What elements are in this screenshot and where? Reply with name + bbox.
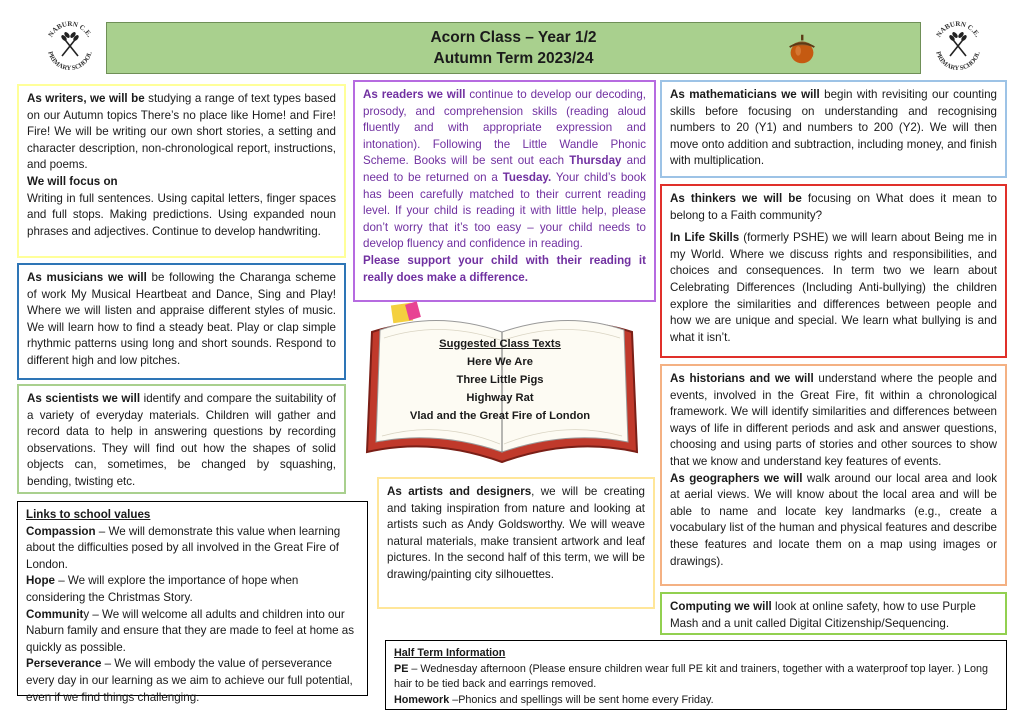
artists-lead: As artists and designers [387, 485, 532, 498]
artists-text: , we will be creating and taking inspiration from nature and looking at artists such as Andy Goldsworthy. We will weave natural materials, make transient artwork and leaf pictures. In the second half of this term, we will be drawing/painting city silhouettes. [387, 485, 646, 581]
geographers-lead: As geographers we will [670, 471, 803, 485]
scientists-lead: As scientists we will [27, 392, 141, 405]
logo-arc-top: NABURN C.E. [934, 19, 982, 39]
historians-lead: As historians and we will [670, 372, 814, 385]
suggested-texts-heading: Suggested Class Texts [439, 338, 561, 350]
value-item: Hope – We will explore the importance of hope when considering the Christmas Story. [26, 574, 299, 604]
school-values-box [17, 501, 368, 704]
readers-text1: continue to develop our decoding, prosody, and comprehension skills (reading aloud fluently and with appropriate expression and intonation). Following the Little Wandle Phonic Scheme. Books will be sent out each [363, 88, 646, 168]
artists-box [377, 477, 655, 609]
readers-support: Please support your child with their reading it really does make a difference. [363, 253, 646, 284]
suggested-texts [390, 335, 610, 425]
maths-lead: As mathematicians we will [670, 88, 820, 101]
writers-focus-text: Writing in full sentences. Using capital letters, finger spaces and full stops. Making predictions. Using expanded noun phrases and adjectives. Continue to develop handwriting. [27, 191, 336, 238]
readers-box [353, 80, 656, 302]
computing-text: look at online safety, how to use Purple Mash and a unit called Digital Citizenship/Sequencing. [670, 600, 976, 630]
suggested-text-item: Vlad and the Great Fire of London [409, 410, 591, 422]
acorn-icon [783, 30, 821, 68]
geographers-text: walk around our local area and look at aerial views. We will know about the local area and will be able to name and locate key landmarks (e.g., create a vocabulary list of the human and physical features and describe these features and locate them on a map using images or drawings). [670, 471, 997, 568]
half-term-box [385, 640, 1007, 710]
suggested-text-item: Highway Rat [466, 392, 534, 404]
computing-box [660, 592, 1007, 635]
computing-lead: Computing we will [670, 600, 772, 613]
value-item: Compassion – We will demonstrate this value when learning about the difficulties posed by all involved in the Great Fire of London. [26, 524, 341, 571]
musicians-lead: As musicians we will [27, 271, 147, 284]
suggested-text-item: Three Little Pigs [456, 374, 544, 386]
school-logo-right [928, 16, 988, 76]
homework-text: –Phonics and spellings will be sent home every Friday. [449, 693, 714, 706]
logo-arc-top: NABURN C.E. [46, 19, 94, 39]
lifeskills-text: (formerly PSHE) we will learn about Being me in my World. Where we discuss rights and responsibilities, and choices and consequences. In term two we learn about Celebrating Differences (Including Anti-bullying) the children explore the similarities and differences between people and how we are unique and special. We learn what bullying is and what it isn’t. [670, 231, 997, 344]
logo-arc-bottom: PRIMARY SCHOOL [46, 50, 94, 73]
readers-day1: Thursday [569, 154, 622, 168]
values-heading: Links to school values [26, 508, 151, 521]
writers-focus-heading: We will focus on [27, 174, 118, 188]
value-item: Community – We will welcome all adults and children into our Naburn family and ensure that they are made to feel at home as quickly as possible. [26, 607, 355, 654]
page-title: Acorn Class – Year 1/2 [430, 29, 597, 46]
suggested-text-item: Here We Are [467, 356, 533, 368]
lifeskills-lead: In Life Skills [670, 231, 740, 245]
thinkers-text: focusing on What does it mean to belong to a Faith community? [670, 192, 998, 222]
maths-text: begin with revisiting our counting skills before focusing on understanding and recognising numbers to 20 (Y1) and numbers to 200 (Y2). We will then move onto addition and subtraction, including money, and finish with multiplication. [670, 88, 997, 168]
thinkers-box [660, 184, 1007, 358]
historians-text: understand where the people and events, involved in the Great Fire, fit within a chronological framework. We will identify similarities and differences between ways of life in different periods and ask and answer questions, choosing and using parts of stories and other sources to show that we know and understand key features of events. [670, 372, 997, 468]
musicians-box [17, 263, 346, 380]
writers-lead: As writers, we will be [27, 92, 145, 105]
readers-lead: As readers we will [363, 88, 466, 101]
thinkers-lead: As thinkers we will be [670, 192, 802, 205]
value-item: Perseverance – We will embody the value of perseverance every day in our learning as we aim to achieve our full potential, even if we find things challenging. [26, 657, 353, 704]
historians-box [660, 364, 1007, 586]
half-term-heading: Half Term Information [394, 647, 506, 659]
svg-text:PRIMARY SCHOOL [934, 50, 981, 72]
maths-box [660, 80, 1007, 178]
logo-arc-bottom: PRIMARY SCHOOL [934, 50, 982, 73]
musicians-text: be following the Charanga scheme of work My Musical Heartbeat and Dance, Sing and Play! Where we will listen and appraise different styles of music. We will learn how to find a steady beat. Play or clap simple rhythmic patterns using long and short sounds. Respond to different high and low pitches. [27, 271, 337, 367]
pe-label: PE [394, 662, 409, 675]
readers-text3: Your child’s book has been carefully matched to their current reading level. If your child is reading it with little help, please don’t worry that it’s too easy – your child needs to develop fluency and confidence in reading. [363, 170, 646, 251]
page-subtitle: Autumn Term 2023/24 [433, 50, 594, 67]
svg-text:PRIMARY SCHOOL [46, 50, 93, 72]
pe-text: – Wednesday afternoon (Please ensure children wear full PE kit and trainers, together with a waterproof top layer. ) Long hair to be tied back and earrings removed. [394, 662, 988, 690]
scientists-box [17, 384, 346, 494]
readers-text2: and need to be returned on a [363, 154, 646, 184]
homework-label: Homework [394, 693, 450, 706]
svg-text:NABURN C.E. [47, 20, 94, 39]
writers-box [17, 84, 346, 258]
scientists-text: identify and compare the suitability of a variety of everyday materials. Children will gather and record data to help in answering questions by recording observations. They will find out how the shapes of solid objects can, sometimes, be changed by squashing, bending, twisting etc. [27, 392, 337, 488]
svg-text:NABURN C.E. [935, 20, 982, 39]
readers-day2: Tuesday. [502, 170, 552, 184]
school-logo-left [40, 16, 100, 76]
writers-text: studying a range of text types based on our Autumn topics There’s no place like Home! and Fire! Fire! We will be writing our own short stories, a setting and character description, non-chronological report, instructions, and poems. [27, 92, 336, 172]
